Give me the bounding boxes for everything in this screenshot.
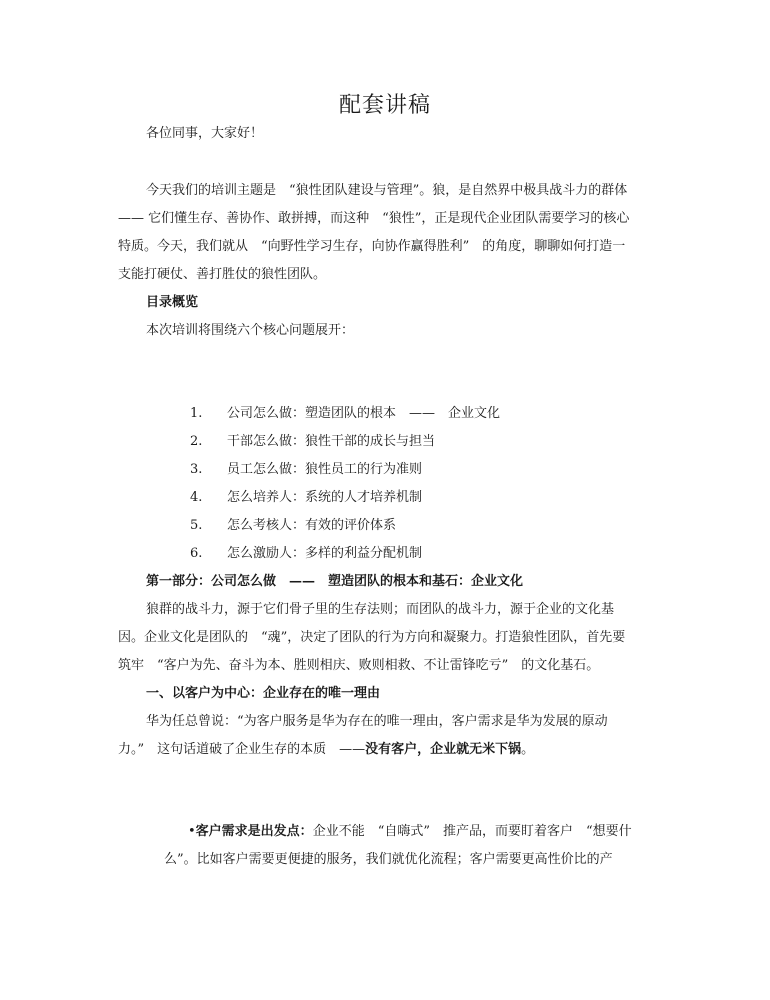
section1-heading: 一、以客户为中心：企业存在的唯一理由 xyxy=(146,686,381,701)
list-text: 怎么激励人：多样的利益分配机制 xyxy=(227,546,423,561)
list-number: 1. xyxy=(190,406,203,421)
part1-line: 狼群的战斗力，源于它们骨子里的生存法则；而团队的战斗力，源于企业的文化基 xyxy=(146,602,615,617)
list-number: 3. xyxy=(190,462,203,477)
section1-line-suffix: 。 xyxy=(521,742,535,757)
list-text: 员工怎么做：狼性员工的行为准则 xyxy=(227,462,423,477)
list-number: 5. xyxy=(190,518,203,533)
document-title: 配套讲稿 xyxy=(338,93,431,118)
list-text: 公司怎么做：塑造团队的根本 —— 企业文化 xyxy=(227,406,501,421)
bullet-bold-lead: 客户需求是出发点： xyxy=(195,824,313,839)
intro-line: 支能打硬仗、善打胜仗的狼性团队。 xyxy=(118,267,327,282)
bullet-dot-icon: • xyxy=(188,824,196,839)
section1-line xyxy=(118,740,534,760)
bullet-line xyxy=(188,822,632,842)
intro-line: 今天我们的培训主题是 “狼性团队建设与管理”。狼，是自然界中极具战斗力的群体 xyxy=(146,183,628,198)
toc-lead: 本次培训将围绕六个核心问题展开： xyxy=(146,323,355,338)
bullet-text: 企业不能 “自嗨式” 推产品，而要盯着客户 “想要什 xyxy=(312,824,632,839)
list-number: 6. xyxy=(190,546,203,561)
list-number: 2. xyxy=(190,434,203,449)
section1-line-prefix: 力。” 这句话道破了企业生存的本质 —— xyxy=(118,742,366,757)
bullet-line: 么”。比如客户需要更便捷的服务，我们就优化流程；客户需要更高性价比的产 xyxy=(164,852,613,867)
greeting: 各位同事，大家好！ xyxy=(146,126,264,141)
intro-line: —— 它们懂生存、善协作、敢拼搏，而这种 “狼性”，正是现代企业团队需要学习的核心 xyxy=(118,211,630,226)
toc-heading: 目录概览 xyxy=(146,295,199,310)
intro-line: 特质。今天，我们就从 “向野性学习生存，向协作赢得胜利” 的角度，聊聊如何打造一 xyxy=(118,239,626,254)
part1-line: 因。企业文化是团队的 “魂”，决定了团队的行为方向和凝聚力。打造狼性团队，首先要 xyxy=(118,630,626,645)
section1-line: 华为任总曾说：“为客户服务是华为存在的唯一理由，客户需求是华为发展的原动 xyxy=(146,714,608,729)
list-text: 怎么考核人：有效的评价体系 xyxy=(227,518,397,533)
part1-heading: 第一部分：公司怎么做 —— 塑造团队的根本和基石：企业文化 xyxy=(146,574,524,589)
part1-line: 筑牢 “客户为先、奋斗为本、胜则相庆、败则相救、不让雷锋吃亏” 的文化基石。 xyxy=(118,658,600,673)
section1-emphasis: 没有客户，企业就无米下锅 xyxy=(365,742,522,757)
list-number: 4. xyxy=(190,490,203,505)
list-text: 干部怎么做：狼性干部的成长与担当 xyxy=(227,434,436,449)
list-text: 怎么培养人：系统的人才培养机制 xyxy=(227,490,423,505)
